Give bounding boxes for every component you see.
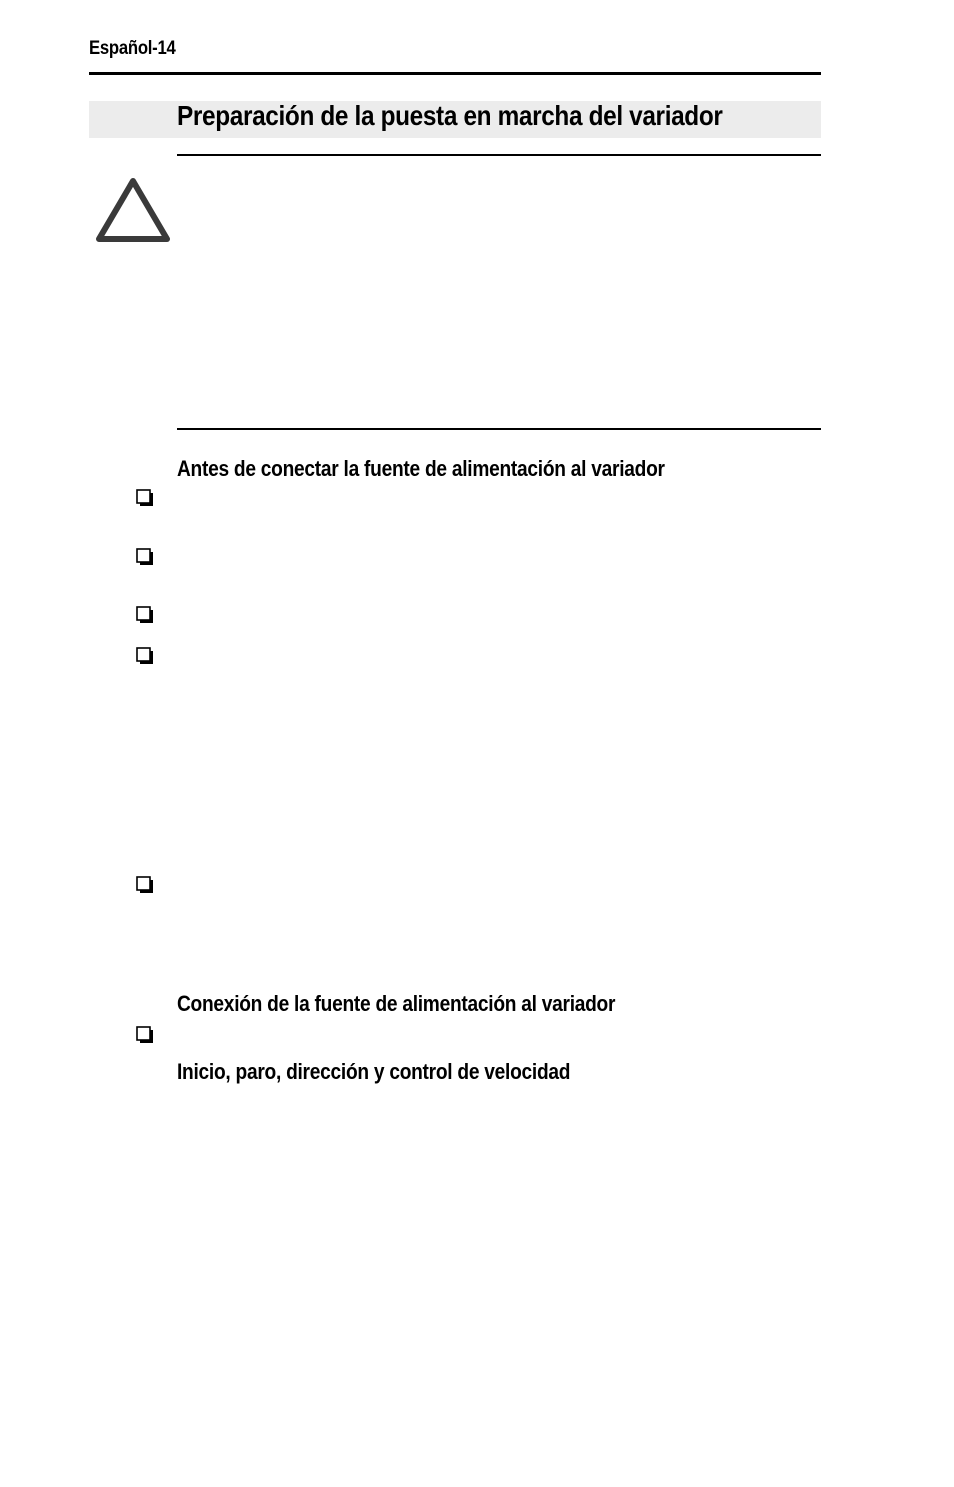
page-number: Español-14: [89, 38, 176, 59]
title-rule: [177, 154, 821, 156]
checkbox-icon[interactable]: [136, 1026, 154, 1044]
warning-triangle-icon: [95, 175, 173, 245]
warning-end-rule: [177, 428, 821, 430]
checkbox-icon[interactable]: [136, 548, 154, 566]
header-rule: [89, 72, 821, 75]
section-title: Preparación de la puesta en marcha del variador: [177, 100, 723, 131]
subheading-connect-power: Conexión de la fuente de alimentación al variador: [177, 991, 616, 1016]
checkbox-icon[interactable]: [136, 876, 154, 894]
checkbox-icon[interactable]: [136, 606, 154, 624]
subheading-before-power: Antes de conectar la fuente de alimentación al variador: [177, 456, 665, 481]
subheading-control: Inicio, paro, dirección y control de velocidad: [177, 1059, 571, 1084]
checkbox-icon[interactable]: [136, 489, 154, 507]
checkbox-icon[interactable]: [136, 647, 154, 665]
